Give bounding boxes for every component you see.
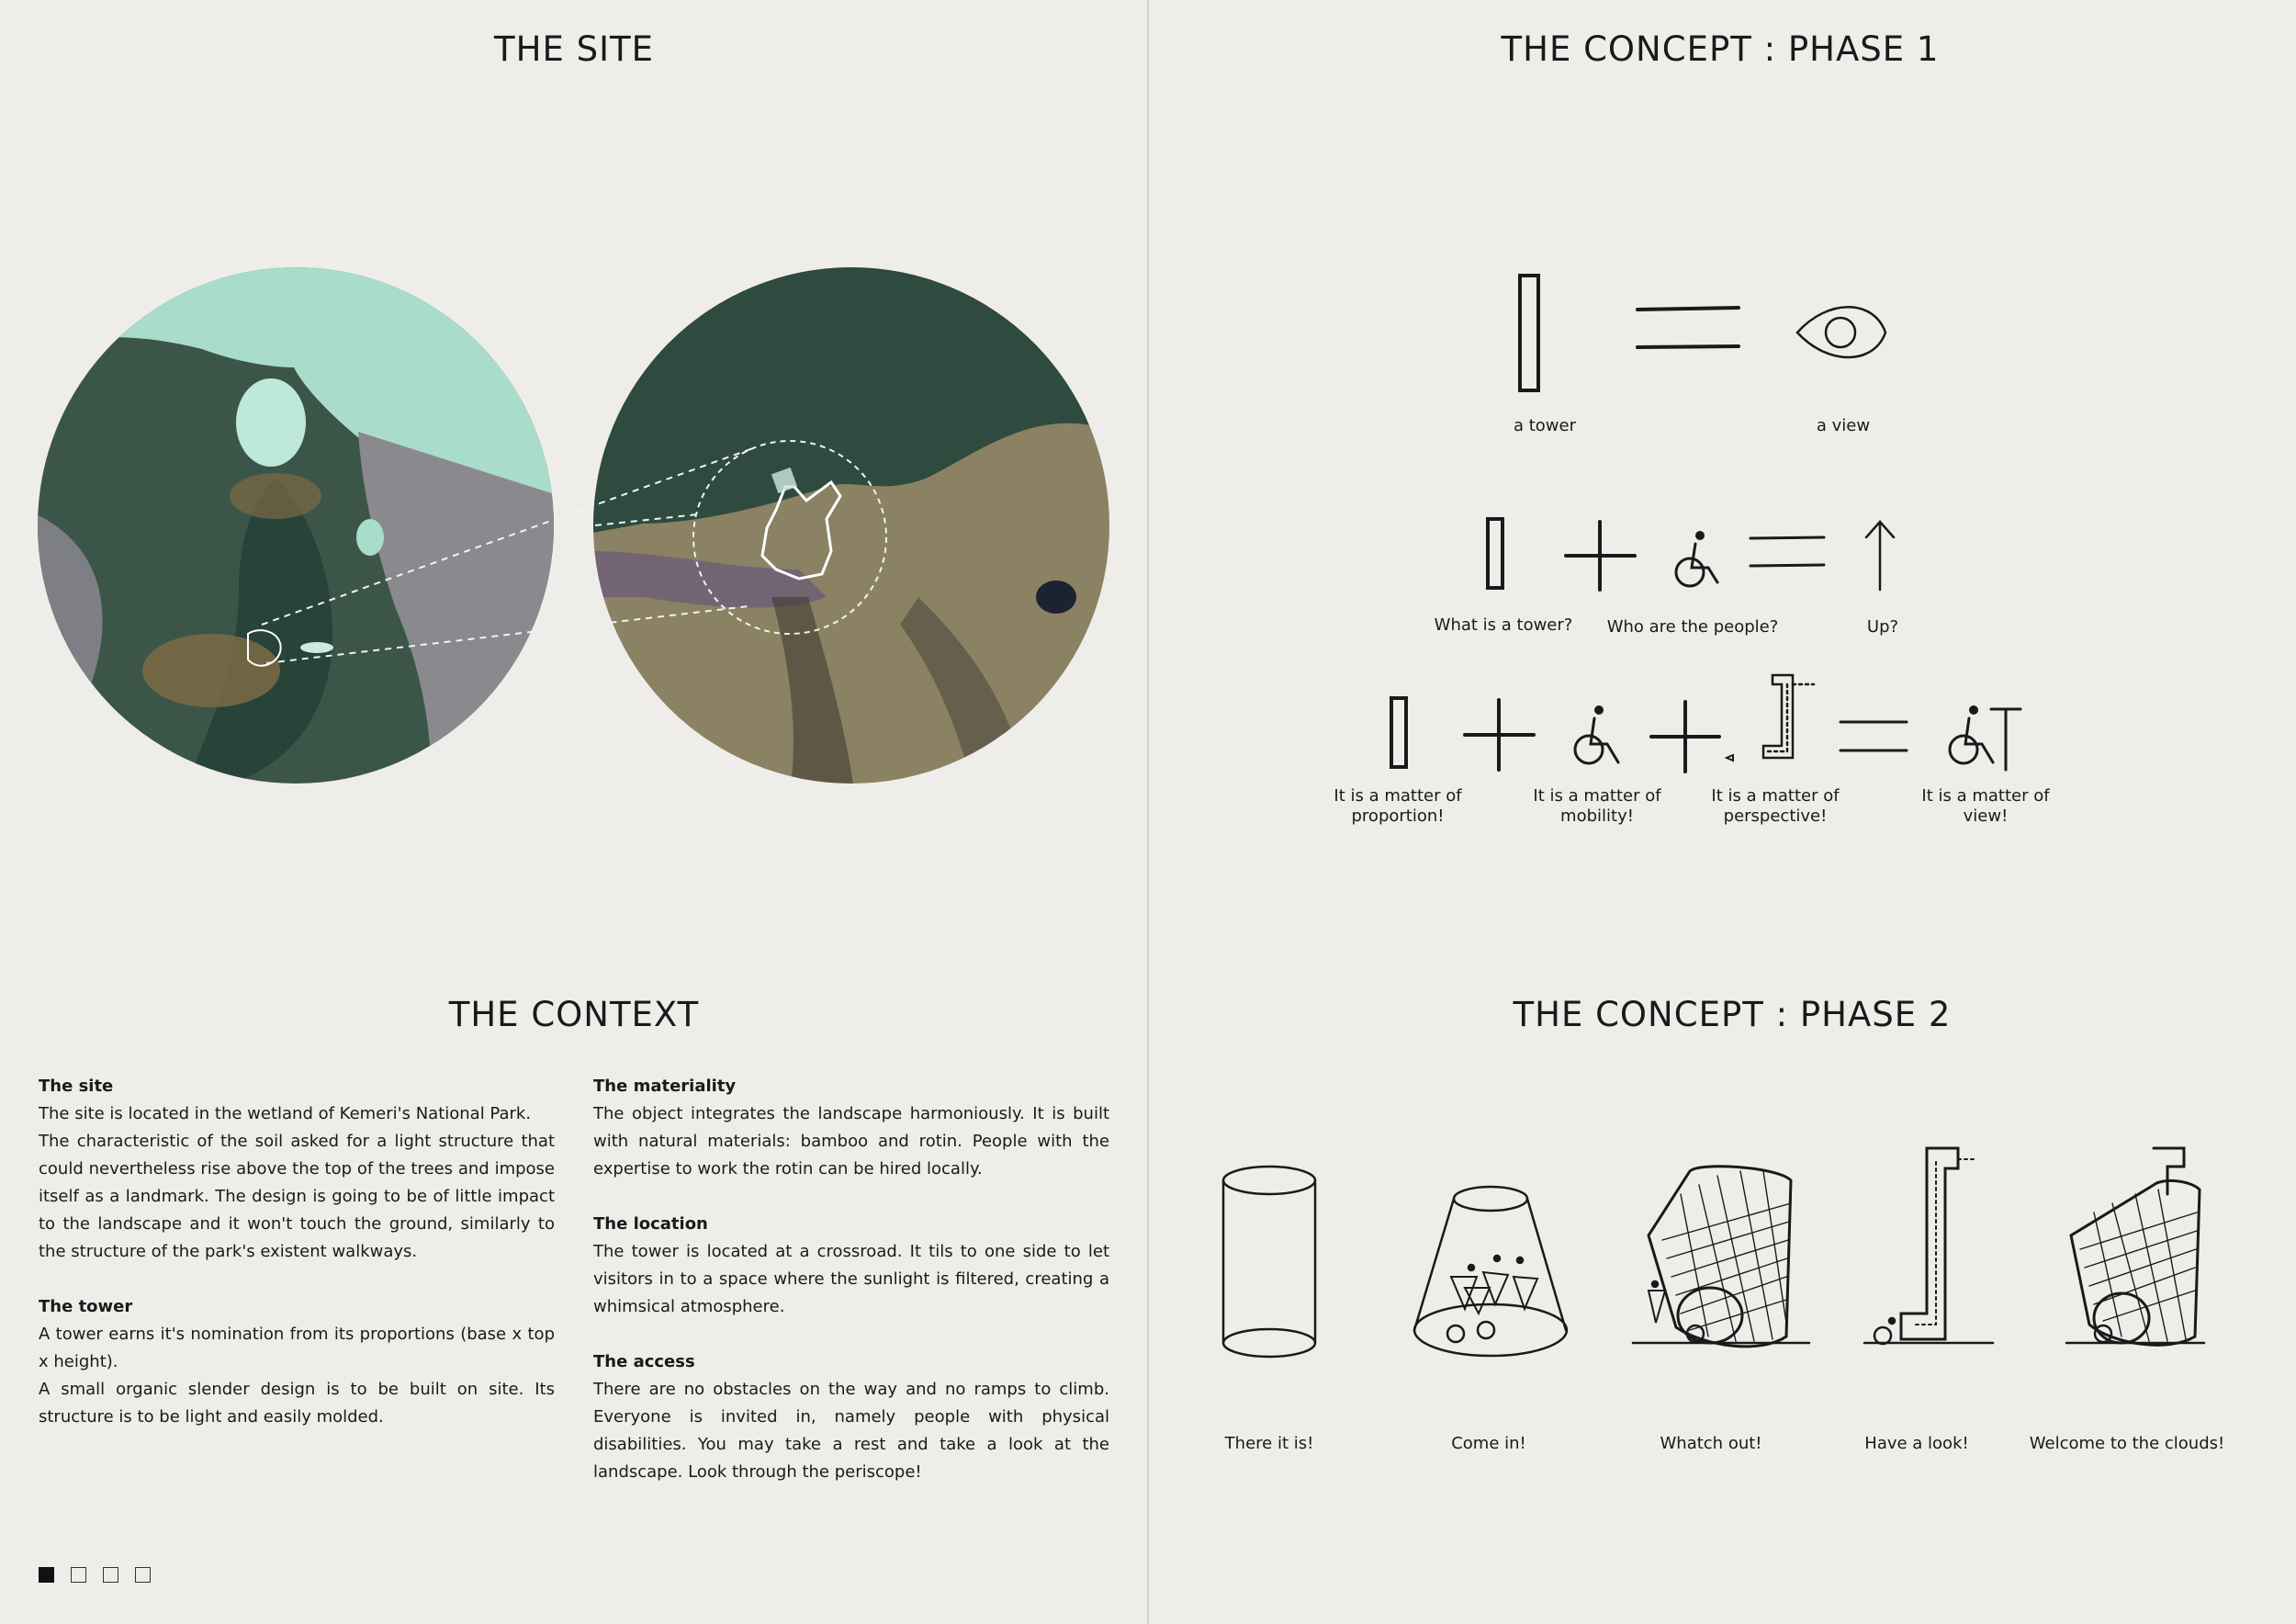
phase2-title: THE CONCEPT : PHASE 2 (1513, 995, 1952, 1034)
caption-there-it-is: There it is! (1224, 1434, 1314, 1453)
caption-who-are-the-people: Who are the people? (1606, 617, 1779, 637)
up-arrow-icon (1866, 522, 1894, 590)
tower-paragraph-2: A small organic slender design is to be built on site. Its structure is to be light and easily molded. (39, 1380, 555, 1427)
context-column-left (39, 1073, 555, 1431)
phase1-title: THE CONCEPT : PHASE 1 (1501, 29, 1940, 69)
caption-a-view: a view (1816, 416, 1871, 435)
phase2-diagram (1148, 1130, 2296, 1405)
heading-the-tower: The tower (39, 1297, 133, 1316)
caption-have-a-look: Have a look! (1864, 1434, 1969, 1453)
context-column-right (593, 1073, 1109, 1486)
sketch-periscope-have-a-look (1864, 1148, 1993, 1344)
context-title: THE CONTEXT (448, 995, 700, 1034)
heading-the-materiality: The materiality (593, 1077, 737, 1096)
tower-glyph-small (1488, 519, 1503, 588)
caption-proportion: It is a matter of proportion! (1334, 786, 1462, 826)
periscope-icon (1727, 675, 1814, 761)
site-detail-map (592, 266, 1116, 790)
caption-view: It is a matter of view! (1921, 786, 2050, 826)
caption-a-tower: a tower (1513, 416, 1577, 435)
location-paragraph: The tower is located at a crossroad. It tils to one side to let visitors in to a space where the sunlight is filtered, creating a whimsical atmosphere. (593, 1242, 1109, 1316)
caption-what-is-a-tower: What is a tower? (1434, 615, 1573, 635)
caption-come-in: Come in! (1451, 1434, 1526, 1453)
page-dot-1[interactable] (39, 1567, 54, 1583)
heading-the-access: The access (593, 1352, 695, 1371)
wheelchair-view-icon (1950, 707, 2020, 771)
phase1-diagram (1148, 0, 2296, 827)
eye-icon (1797, 307, 1885, 357)
site-title: THE SITE (494, 29, 654, 69)
caption-watch-out: Whatch out! (1660, 1434, 1762, 1453)
heading-the-location: The location (593, 1214, 708, 1234)
tower-glyph (1520, 276, 1538, 390)
page-dot-2[interactable] (71, 1567, 86, 1583)
pagination (39, 1567, 151, 1583)
sketch-cloud-tower-welcome (2066, 1148, 2204, 1345)
materiality-paragraph: The object integrates the landscape harmoniously. It is built with natural materials: bamboo and rotin. People with the expertise to work the rotin can be hired locally. (593, 1104, 1109, 1179)
page-dot-4[interactable] (135, 1567, 151, 1583)
sketch-cylinder (1223, 1167, 1315, 1357)
caption-perspective: It is a matter of perspective! (1711, 786, 1840, 826)
site-paragraph-2: The characteristic of the soil asked for a light structure that could nevertheless rise above the top of the trees and impose itself as a landmark. The design is going to be of little impact to the landscape and it won't touch the ground, similarly to the structure of the park's existent walkways. (39, 1132, 555, 1261)
access-paragraph: There are no obstacles on the way and no ramps to climb. Everyone is invited in, namely people with physical disabilities. You may take a rest and take a look at the landscape. Look through the periscope! (593, 1380, 1109, 1482)
wheelchair-icon-2 (1575, 707, 1618, 764)
regional-map (37, 266, 560, 790)
tower-paragraph-1: A tower earns it's nomination from its proportions (base x top x height). (39, 1325, 555, 1371)
caption-up: Up? (1866, 617, 1899, 637)
page-dot-3[interactable] (103, 1567, 118, 1583)
wheelchair-icon (1676, 533, 1717, 587)
sketch-cone-come-in (1414, 1187, 1567, 1356)
site-maps (0, 0, 1148, 827)
site-paragraph-1: The site is located in the wetland of Kemeri's National Park. (39, 1104, 532, 1123)
caption-welcome-to-the-clouds: Welcome to the clouds! (2029, 1434, 2225, 1453)
heading-the-site: The site (39, 1077, 114, 1096)
caption-mobility: It is a matter of mobility! (1533, 786, 1661, 826)
sketch-tilted-tower-watch-out (1633, 1167, 1809, 1347)
